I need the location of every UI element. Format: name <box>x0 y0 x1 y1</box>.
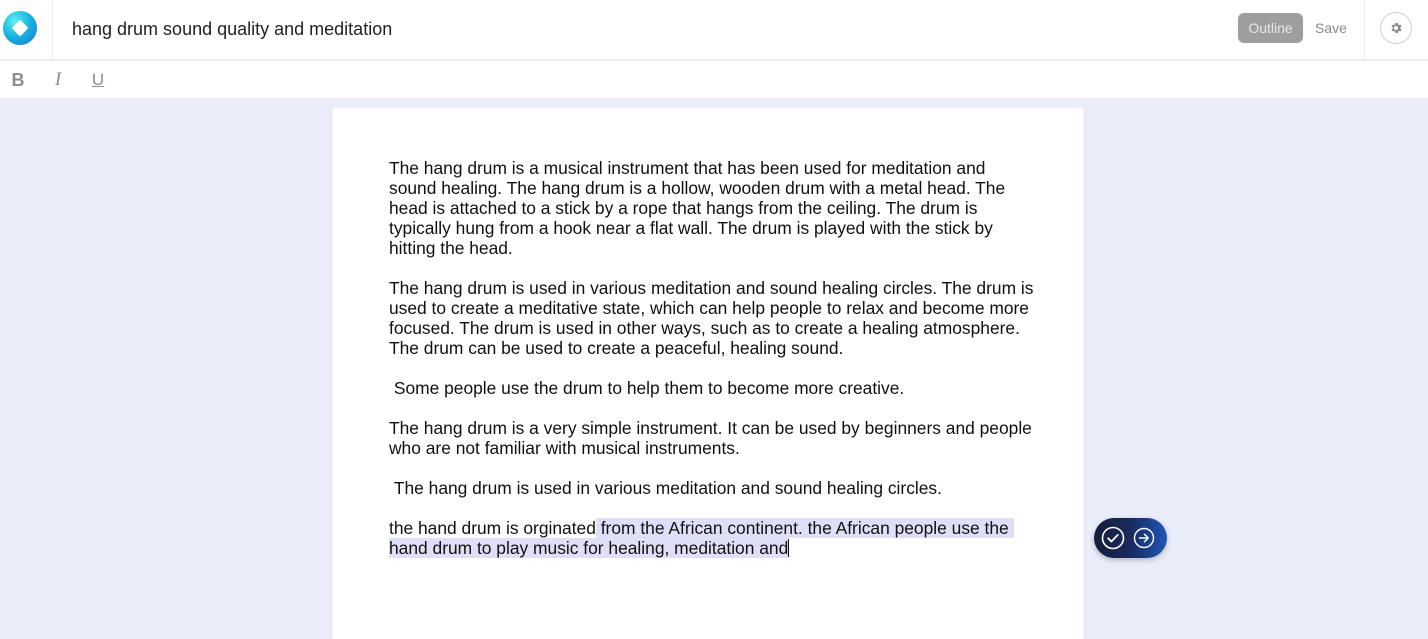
app-logo-icon[interactable] <box>3 11 37 45</box>
gear-icon <box>1389 21 1403 35</box>
next-suggestion-button[interactable] <box>1132 526 1156 550</box>
top-bar <box>0 0 1428 60</box>
text-caret <box>788 539 789 557</box>
document-body[interactable] <box>389 158 1039 578</box>
suggestion-action-pill <box>1094 518 1167 558</box>
paragraph-with-suggestion[interactable] <box>389 518 1034 558</box>
paragraph[interactable]: The hang drum is used in various meditation and sound healing circles. The drum is used to create a meditative state, which can help people to relax and become more focused. The drum is used in other ways, such as to create a healing atmosphere. The drum can be used to create a peaceful, healing sound. <box>389 278 1039 358</box>
bold-button[interactable]: B <box>7 69 29 91</box>
document-title[interactable]: hang drum sound quality and meditation <box>72 19 393 39</box>
divider <box>1364 0 1365 60</box>
paragraph-text[interactable]: the hand drum is orginated <box>389 518 596 538</box>
document-page[interactable] <box>333 108 1083 639</box>
format-toolbar <box>0 61 1428 98</box>
save-button[interactable]: Save <box>1309 13 1353 43</box>
paragraph[interactable]: Some people use the drum to help them to become more creative. <box>389 378 905 398</box>
italic-button[interactable]: I <box>47 69 69 91</box>
paragraph[interactable]: The hang drum is a musical instrument that has been used for meditation and sound healing. The hang drum is a hollow, wooden drum with a metal head. The head is attached to a stick by a rope that hangs from the ceiling. The drum is typically hung from a hook near a flat wall. The drum is played with the stick by hitting the head. <box>389 158 1010 258</box>
ai-suggestion-text[interactable]: from the African continent. the African people use the hand drum to play music for healing, meditation and <box>389 518 1014 558</box>
divider <box>52 0 53 60</box>
check-circle-icon <box>1101 526 1125 550</box>
accept-suggestion-button[interactable] <box>1101 526 1125 550</box>
paragraph[interactable]: The hang drum is used in various meditation and sound healing circles. <box>389 478 942 498</box>
underline-button[interactable]: U <box>87 69 109 91</box>
arrow-right-circle-icon <box>1132 526 1156 550</box>
settings-button[interactable] <box>1380 12 1412 44</box>
outline-button[interactable]: Outline <box>1238 13 1303 43</box>
paragraph[interactable]: The hang drum is a very simple instrument. It can be used by beginners and people who are not familiar with musical instruments. <box>389 418 1037 458</box>
